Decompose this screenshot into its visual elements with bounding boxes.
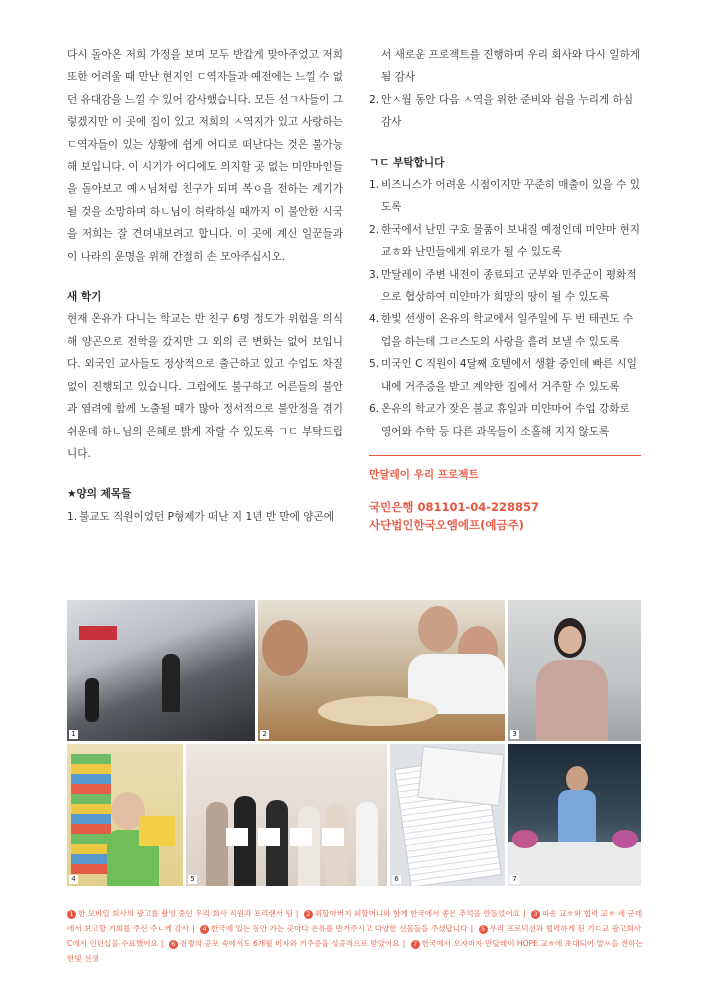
list-item-num: 5. (369, 358, 380, 371)
caption-1 (67, 909, 293, 918)
flock-item-2-text: 안ㅅ월 동안 다음 ㅅ역을 위한 준비와 쉼을 누리게 하심 감사 (381, 93, 634, 129)
list-item-text: 온유의 학교가 잦은 불교 휴일과 미얀마어 수업 강화로 영어와 수학 등 다른 과목들이 소홀해 지지 않도록 (381, 403, 630, 438)
divider (369, 455, 641, 456)
list-item (369, 264, 641, 309)
list-item (369, 308, 641, 353)
caption-num: 6 (169, 940, 178, 949)
list-item-text: 만달레이 주변 내전이 종료되고 군부와 민주군이 평화적으로 협상하여 미얀마가 희망의 땅이 될 수 있도록 (381, 268, 637, 304)
flock-item-1-text: 불교도 직원이었던 P형제가 떠난 지 1년 반 만에 양곤에 (79, 510, 334, 523)
caption-num: 3 (531, 910, 540, 919)
speaker-photo (508, 600, 641, 741)
prayer-list (369, 174, 641, 443)
caption-num: 1 (67, 910, 76, 919)
list-item (369, 174, 641, 219)
flock-item-2-num: 2. (369, 93, 380, 106)
flock-item-1-cont-text: 서 새로운 프로젝트를 진행하며 우리 회사와 다시 일하게 됨 감사 (381, 49, 640, 84)
semester-heading: 새 학기 (67, 291, 102, 304)
certificate-group-photo (186, 744, 387, 886)
list-item-num: 6. (369, 403, 380, 416)
caption-text: 파송 교ㅎ와 협력 교ㅎ 세 군데에서 보고할 기회를 주신 주ㄴ께 감사 (67, 909, 643, 933)
intro-paragraph: 다시 돌아온 저희 가정을 보며 모두 반갑게 맞아주었고 저희 또한 어려울 때 만난 현지인 ㄷ역자들과 예전에는 느낄 수 없던 유대감을 느낄 수 있어 감사했습니다. 모든 선ㄱ사들이 그렇겠지만 이 곳에 집이 있고 저희의 ㅅ역지가 있고 사랑하는 ㄷ역자들이 있는 상황에 쉽게 어디로 떠난다는 것은 불가능해 보입니다. 이 시기가 어디에도 의지할 곳 없는 미얀마인들을 돌아보고 예ㅅ님처럼 친구가 되며 복ㅇ을 전하는 계기가 될 것을 소망하며 하ㄴ님이 허락하실 때까지 이 불안한 시국을 저희는 잘 견뎌내보려고 합니다. 이 곳에 계신 일꾼들과 이 나라의 운명을 위해 간절히 손 모아주십시오. (67, 49, 343, 263)
list-item-text: 한빛 선생이 온유의 학교에서 일주일에 두 번 태권도 수업을 하는데 그ㄹ스도의 사랑을 흘려 보낼 수 있도록 (381, 313, 634, 348)
photo-number: 4 (69, 875, 78, 884)
caption-text: 한국에서 오자마자 만달레이 HOPE 교ㅎ에 초대되어 말ㅆ을 전하는 한빛 선생 (67, 939, 643, 963)
list-item-num: 2. (369, 223, 380, 236)
caption-text: 한 모바일 회사의 광고를 촬영 중인 우리 회사 직원과 프리랜서 팀 (78, 909, 293, 918)
flock-item-1-continued (369, 44, 641, 89)
photo-number: 2 (260, 730, 269, 739)
preacher-photo (508, 744, 641, 886)
right-column (369, 44, 641, 534)
flock-item-1-num: 1. (67, 510, 78, 523)
prayer-heading: ㄱㄷ 부탁합니다 (369, 156, 445, 169)
caption-text: 외할아버지 외할머니와 함께 한국에서 좋은 추억을 만들었어요 (314, 909, 521, 918)
caption-2 (304, 909, 520, 918)
project-label: 만달레이 우리 프로젝트 (369, 468, 479, 481)
flock-heading: ★양의 제목들 (67, 488, 132, 501)
caption-text: 전쟁의 공포 속에서도 6개월 비자와 거주증을 성공적으로 받았어요 (179, 939, 400, 948)
caption-text: 한국에 있는 동안 가는 곳마다 온유를 반겨주시고 다양한 선물들을 주셨답니다 (211, 924, 468, 933)
photo-number: 5 (188, 875, 197, 884)
child-playdough-photo (67, 744, 183, 886)
caption-6 (169, 939, 400, 948)
list-item-num: 3. (369, 268, 380, 281)
photo-number: 6 (392, 875, 401, 884)
caption-num: 2 (304, 910, 313, 919)
caption-num: 4 (200, 925, 209, 934)
documents-photo (390, 744, 505, 886)
left-column (67, 44, 343, 528)
list-item-text: 한국에서 난민 구호 물품이 보내질 예정인데 미얀마 현지 교ㅎ와 난민들에게 위로가 될 수 있도록 (381, 223, 640, 259)
office-photo (67, 600, 255, 741)
bank-account: 국민은행 081101-04-228857 (369, 500, 540, 515)
photo-number: 3 (510, 730, 519, 739)
photo-number: 7 (510, 875, 519, 884)
semester-paragraph: 현재 온유가 다니는 학교는 반 친구 6명 정도가 위험을 의식해 양곤으로 전학을 갔지만 그 외의 큰 변화는 없어 보입니다. 외국인 교사들도 정상적으로 출근하고 있고 수업도 차질 없이 진행되고 있습니다. 그럼에도 불구하고 어른들의 불안과 염려에 함께 노출될 때가 많아 정서적으로 불안정을 겪기 쉬운데 하ㄴ님의 은혜로 밝게 자랄 수 있도록 ㄱㄷ 부탁드립니다. (67, 313, 343, 460)
list-item (369, 398, 641, 443)
list-item (369, 353, 641, 398)
list-item-text: 미국인 C 직원이 4달째 호텔에서 생활 중인데 빠른 시일 내에 거주증을 받고 계약한 집에서 거주할 수 있도록 (381, 358, 637, 393)
flock-item-1 (67, 506, 343, 528)
family-meal-photo (258, 600, 505, 741)
caption-num: 7 (411, 940, 420, 949)
account-holder: 사단법인한국오엠에프(예금주) (369, 518, 524, 533)
caption-text: 우리 프로덕션과 협력하게 된 기ㄷ교 광고회사 C에서 인턴십을 수료했어요 (67, 924, 641, 948)
caption-4 (200, 924, 467, 933)
photo-number: 1 (69, 730, 78, 739)
list-item-text: 비즈니스가 어려운 시점이지만 꾸준히 매출이 있을 수 있도록 (381, 179, 640, 214)
list-item (369, 219, 641, 264)
list-item-num: 1. (369, 179, 380, 192)
flock-item-2 (369, 89, 641, 134)
list-item-num: 4. (369, 313, 380, 326)
caption-num: 5 (479, 925, 488, 934)
photo-captions: 1 한 모바일 회사의 광고를 촬영 중인 우리 회사 직원과 프리랜서 팀 | 2 외할아버지 외할머니와 함께 한국에서 좋은 추억을 만들었어요 | 3 파송 교ㅎ와 협력 교ㅎ 세 군데에서 보고할 기회를 주신 주ㄴ께 감사 | 4 한국에 있는 동안 가는 곳마다 온유를 반겨주시고 다양한 선물들을 주셨답니다 | 5 우리 프로덕션과 협력하게 된 기ㄷ교 광고회사 C에서 인턴십을 수료했어요 | 6 전쟁의 공포 속에서도 6개월 비자와 거주증을 성공적으로 받았어요 | 7 한국에서 오자마자 만달레이 HOPE 교ㅎ에 초대되어 말ㅆ을 전하는 한빛 선생 (67, 909, 643, 963)
